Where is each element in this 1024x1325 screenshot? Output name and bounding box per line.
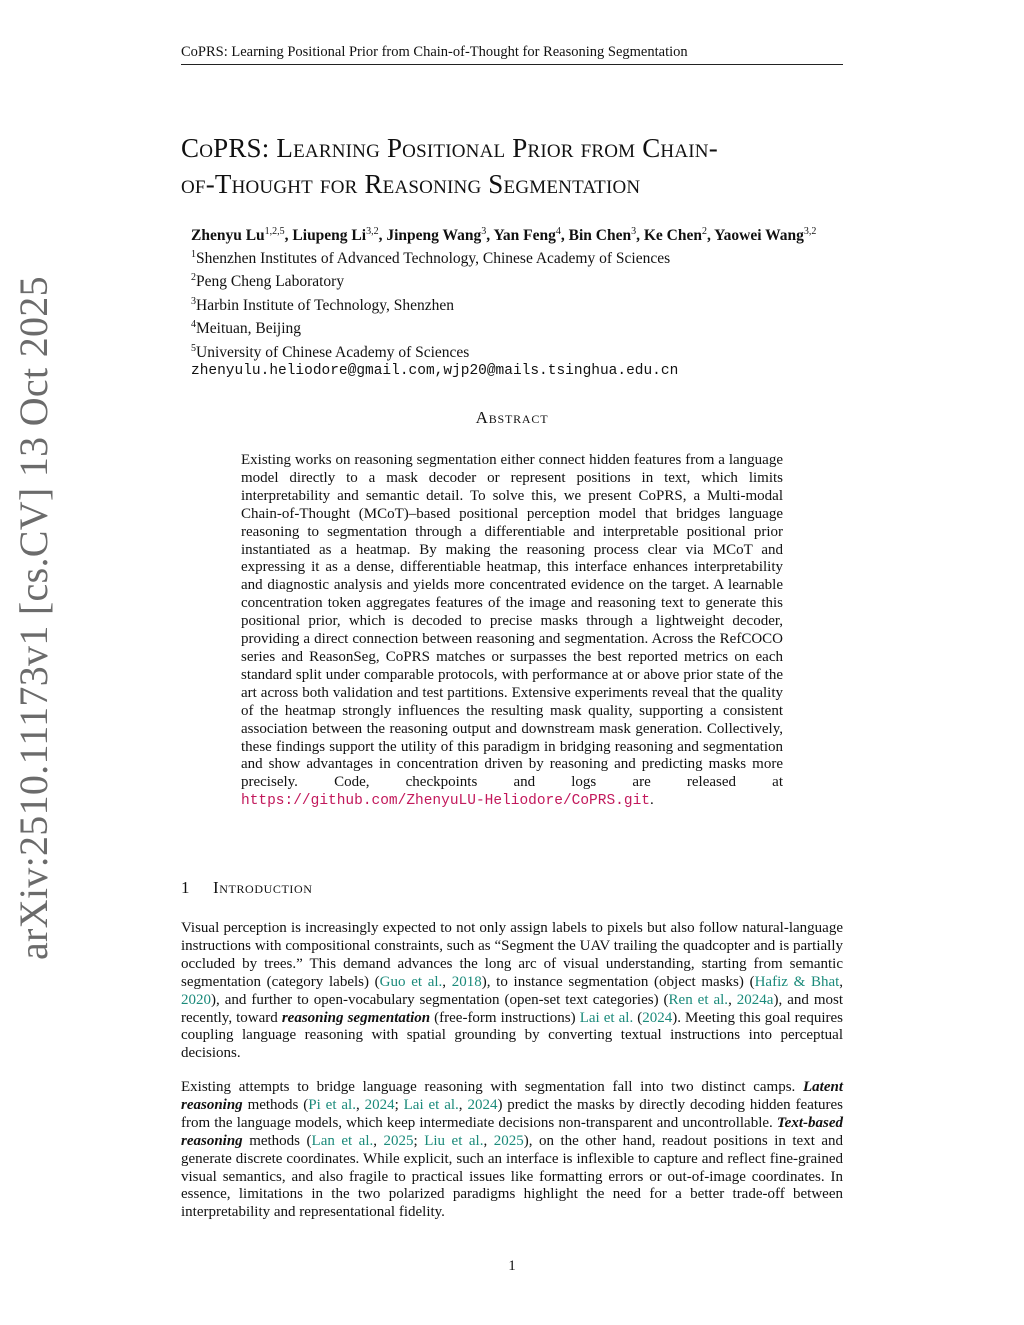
author-name: Jinpeng Wang xyxy=(386,227,482,245)
section-title: Introduction xyxy=(213,878,313,897)
text-run: ), on the other hand, readout positions in text and generate discrete coordinates. While explicit, such an interface is inflexible to capture and reflect fine-grained visual semantics, and also fragile to practical issues like formatting errors or out-of-image coordinates. In essence, limitations in the two polarized paradigms highlight the need for a better trade-off between interpretability and representational fidelity. xyxy=(181,1132,844,1221)
affiliation-number: 5 xyxy=(191,342,196,354)
running-header: CoPRS: Learning Positional Prior from Chain-of-Thought for Reasoning Segmentation xyxy=(181,44,843,65)
citation-year-link[interactable]: 2018 xyxy=(451,973,482,990)
affiliation-number: 1 xyxy=(191,249,196,260)
text-run: ), and most recently, toward xyxy=(181,991,843,1026)
affiliation-text: Harbin Institute of Technology, Shenzhen xyxy=(196,297,455,315)
author-name: Zhenyu Lu xyxy=(191,227,265,245)
emphasis-term: Text-based reasoning xyxy=(181,1114,843,1149)
citation-year-link[interactable]: 2024 xyxy=(642,1009,673,1026)
citation-year-link[interactable]: 2024a xyxy=(736,991,774,1008)
citation-link[interactable]: Lai et al. xyxy=(579,1009,634,1026)
author-affil-sup: 2 xyxy=(701,226,707,237)
text-run: , xyxy=(458,1096,468,1113)
affiliation-text: Shenzhen Institutes of Advanced Technology, Chinese Academy of Sciences xyxy=(196,250,671,268)
text-run: ; xyxy=(413,1132,425,1149)
abstract-text: Existing works on reasoning segmentation either connect hidden features from a language model directly to a mask decoder or represent positions in text, which limits interpretability and semantic detail. To solve this, we present CoPRS, a Multi-modal Chain-of-Thought (MCoT)–based positional perception model that bridges language reasoning to segmentation through a differentiable and interpretable positional prior instantiated as a heatmap. By making the reasoning process clear via MCoT and expressing it as a dense, differentiable heatmap, this interface enhances interpretability and diagnostic analysis and yields more concentrated evidence on the target. A learnable concentration token aggregates features of the image and reasoning text to generate this positional prior, which is decoded to precise masks through a lightweight decoder, providing a direct connection between reasoning and segmentation. Across the RefCOCO series and ReasonSeg, CoPRS matches or surpasses the best reported metrics on each standard split under comparable protocols, with performance at or above prior state of the art across both validation and test partitions. Extensive experiments reveal that the quality of the heatmap strongly influences the resulting mask quality, supporting a consistent association between the reasoning output and downstream mask generation. Collectively, these findings support the utility of this paradigm in bridging reasoning and segmentation and show advantages in concentration driven by reasoning and predicting masks more precisely. Code, checkpoints and logs are released at xyxy=(241,452,783,791)
text-run: , xyxy=(483,1132,494,1149)
affiliation-number: 3 xyxy=(191,295,196,307)
author-affil-sup: 1,2,5 xyxy=(264,226,285,237)
citation-link[interactable]: Hafiz & Bhat xyxy=(754,973,840,990)
intro-paragraph-1 xyxy=(181,920,843,1063)
emphasis-term: Latent reasoning xyxy=(181,1079,843,1113)
citation-link[interactable]: Guo et al. xyxy=(379,973,443,990)
arxiv-identifier-stamp[interactable]: arXiv:2510.11173v1 [cs.CV] 13 Oct 2025 xyxy=(11,276,56,960)
citation-link[interactable]: Lan et al. xyxy=(311,1132,374,1149)
text-run: ), and further to open-vocabulary segmentation (open-set text categories) ( xyxy=(211,991,669,1008)
section-number: 1 xyxy=(181,878,191,897)
paper-title xyxy=(181,130,861,202)
affiliation-item xyxy=(191,292,678,315)
text-run: , xyxy=(373,1132,384,1149)
author-separator: , xyxy=(378,227,387,245)
citation-year-link[interactable]: 2025 xyxy=(493,1132,524,1149)
author-affil-sup: 3 xyxy=(481,226,487,237)
affiliation-number: 2 xyxy=(191,272,196,284)
author-separator: , xyxy=(636,227,644,245)
text-run: ( xyxy=(633,1009,643,1026)
intro-paragraph-2 xyxy=(181,1079,843,1222)
text-run: , xyxy=(442,973,452,990)
affiliation-text: Meituan, Beijing xyxy=(196,320,302,338)
citation-year-link[interactable]: 2020 xyxy=(181,991,211,1008)
page-number: 1 xyxy=(508,1258,516,1274)
author-separator: , xyxy=(560,227,569,245)
text-run: methods ( xyxy=(242,1096,309,1113)
text-run: ). Meeting this goal requires coupling language reasoning with spatial grounding by converting textual instructions into perceptual decisions. xyxy=(181,1009,843,1062)
emphasis-term: reasoning segmentation xyxy=(281,1009,431,1026)
code-repository-link[interactable]: https://github.com/ZhenyuLU-Heliodore/CoPRS.git xyxy=(241,793,650,810)
affiliation-number: 4 xyxy=(191,319,196,331)
citation-link[interactable]: Liu et al. xyxy=(424,1132,484,1149)
author-separator: , xyxy=(486,227,494,245)
text-run: , xyxy=(355,1096,365,1113)
citation-link[interactable]: Pi et al. xyxy=(308,1096,356,1113)
author-affil-sup: 3,2 xyxy=(803,226,817,237)
author-separator: , xyxy=(284,227,293,245)
text-run: (free-form instructions) xyxy=(430,1009,580,1026)
citation-year-link[interactable]: 2025 xyxy=(383,1132,414,1149)
author-name: Bin Chen xyxy=(568,227,632,245)
abstract-heading: Abstract xyxy=(475,408,549,427)
citation-link[interactable]: Ren et al. xyxy=(668,991,729,1008)
citation-year-link[interactable]: 2024 xyxy=(364,1096,395,1113)
author-emails[interactable]: zhenyulu.heliodore@gmail.com,wjp20@mails.tsinghua.edu.cn xyxy=(191,363,679,380)
text-run: , xyxy=(839,973,844,990)
author-affil-sup: 3,2 xyxy=(366,226,379,237)
author-name: Liupeng Li xyxy=(292,227,367,245)
title-line-2: of-Thought for Reasoning Segmentation xyxy=(181,169,641,199)
text-run: methods ( xyxy=(242,1132,312,1149)
text-run: Existing attempts to bridge language reasoning with segmentation fall into two distinct camps. xyxy=(181,1079,803,1095)
author-affil-sup: 4 xyxy=(555,226,561,237)
citation-year-link[interactable]: 2024 xyxy=(467,1096,498,1113)
author-affil-sup: 3 xyxy=(631,226,637,237)
title-line-1: CoPRS: Learning Positional Prior from Chain- xyxy=(181,133,718,163)
abstract-body xyxy=(241,452,783,811)
text-run: Visual perception is increasingly expected to not only assign labels to pixels but also follow natural-language instructions with compositional constraints, such as “Segment the UAV trailing the quadcopter and is partially occluded by trees.” This demand advances the long arc of visual understanding, starting from semantic segmentation (category labels) ( xyxy=(181,920,843,990)
citation-link[interactable]: Lai et al. xyxy=(403,1096,459,1113)
text-run: ; xyxy=(394,1096,404,1113)
author-name: Yan Feng xyxy=(493,227,556,245)
affiliation-text: University of Chinese Academy of Sciences xyxy=(196,343,470,361)
author-name: Ke Chen xyxy=(643,227,702,245)
affiliation-item xyxy=(191,245,678,268)
affiliation-item xyxy=(191,268,678,291)
author-list xyxy=(191,226,911,245)
affiliation-text: Peng Cheng Laboratory xyxy=(196,273,345,291)
affiliation-item xyxy=(191,315,678,338)
affiliation-list xyxy=(191,245,678,382)
abstract-tail: . xyxy=(649,792,654,809)
author-separator: , xyxy=(706,227,715,245)
text-run: ) predict the masks by directly decoding hidden features from the language models, which keep intermediate decisions non-transparent and uncontrollable. xyxy=(181,1096,844,1131)
affiliation-item xyxy=(191,339,678,362)
section-heading-introduction xyxy=(181,878,313,898)
text-run: , xyxy=(728,991,737,1008)
author-name: Yaowei Wang xyxy=(714,227,804,245)
text-run: ), to instance segmentation (object masks) ( xyxy=(481,973,755,990)
